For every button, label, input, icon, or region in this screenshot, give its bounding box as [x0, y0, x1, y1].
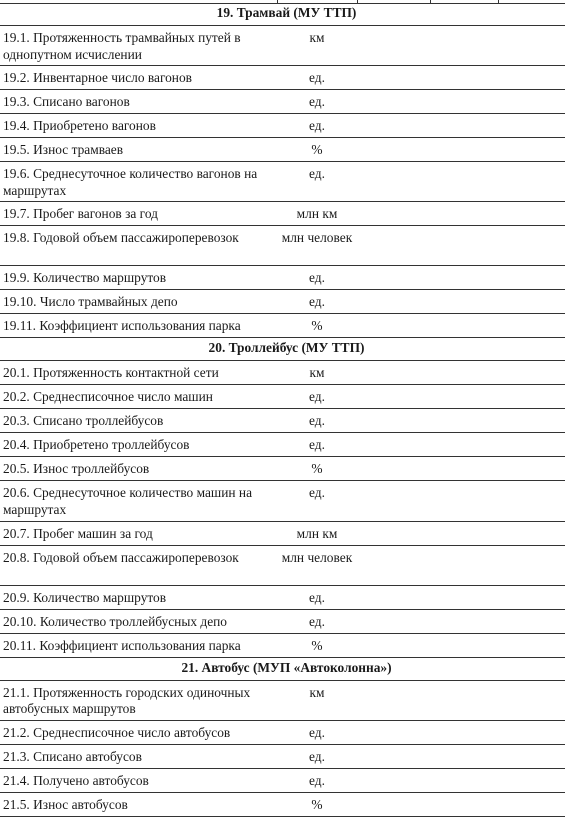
table-row [0, 226, 565, 266]
indicator-name: 20.9. Количество маршрутов [0, 585, 277, 609]
value-cell [357, 162, 565, 202]
indicator-unit: ед. [277, 744, 357, 768]
section-header-row [0, 338, 565, 361]
indicator-unit: ед. [277, 114, 357, 138]
indicator-name: 20.7. Пробег машин за год [0, 521, 277, 545]
indicator-unit: ед. [277, 585, 357, 609]
value-cell [357, 361, 565, 385]
indicator-unit: ед. [277, 266, 357, 290]
table-row [0, 114, 565, 138]
indicator-unit: ед. [277, 768, 357, 792]
table-row [0, 680, 565, 720]
value-cell [357, 114, 565, 138]
table-row [0, 26, 565, 66]
value-cell [357, 521, 565, 545]
indicator-name: 20.1. Протяженность контактной сети [0, 361, 277, 385]
value-cell [357, 585, 565, 609]
indicator-name: 21.3. Списано автобусов [0, 744, 277, 768]
value-cell [357, 202, 565, 226]
indicator-unit: ед. [277, 385, 357, 409]
table-row [0, 66, 565, 90]
table-row [0, 162, 565, 202]
indicator-name: 20.6. Среднесуточное количество машин на маршрутах [0, 481, 277, 521]
indicator-name: 19.7. Пробег вагонов за год [0, 202, 277, 226]
indicator-unit: ед. [277, 720, 357, 744]
indicator-name: 19.2. Инвентарное число вагонов [0, 66, 277, 90]
table-row [0, 768, 565, 792]
table-row [0, 457, 565, 481]
table-row [0, 633, 565, 657]
table-row [0, 433, 565, 457]
table-row [0, 314, 565, 338]
indicator-name: 20.8. Годовой объем пассажироперевозок [0, 545, 277, 585]
table-row [0, 481, 565, 521]
indicator-unit: ед. [277, 433, 357, 457]
table-row [0, 266, 565, 290]
table-row [0, 521, 565, 545]
value-cell [357, 792, 565, 816]
indicator-name: 21.2. Среднесписочное число автобусов [0, 720, 277, 744]
indicator-name: 20.4. Приобретено троллейбусов [0, 433, 277, 457]
indicator-name: 19.8. Годовой объем пассажироперевозок [0, 226, 277, 266]
indicator-name: 20.2. Среднесписочное число машин [0, 385, 277, 409]
indicator-name: 21.5. Износ автобусов [0, 792, 277, 816]
indicator-unit: ед. [277, 481, 357, 521]
table-row [0, 361, 565, 385]
section-title: 19. Трамвай (МУ ТТП) [0, 3, 565, 26]
indicator-unit: км [277, 680, 357, 720]
indicator-unit: млн человек [277, 226, 357, 266]
indicator-unit: млн км [277, 202, 357, 226]
indicator-unit: км [277, 361, 357, 385]
value-cell [357, 768, 565, 792]
indicator-unit: % [277, 792, 357, 816]
value-cell [357, 409, 565, 433]
indicator-name: 20.3. Списано троллейбусов [0, 409, 277, 433]
indicator-name: 20.5. Износ троллейбусов [0, 457, 277, 481]
value-cell [357, 226, 565, 266]
table-row [0, 792, 565, 816]
value-cell [357, 720, 565, 744]
value-cell [357, 266, 565, 290]
value-cell [357, 457, 565, 481]
value-cell [357, 481, 565, 521]
table-row [0, 202, 565, 226]
indicator-unit: % [277, 457, 357, 481]
value-cell [357, 433, 565, 457]
value-cell [357, 680, 565, 720]
table-row [0, 585, 565, 609]
indicator-unit: ед. [277, 290, 357, 314]
indicator-name: 19.9. Количество маршрутов [0, 266, 277, 290]
section-header-row [0, 3, 565, 26]
value-cell [357, 314, 565, 338]
indicator-name: 19.3. Списано вагонов [0, 90, 277, 114]
table-row [0, 720, 565, 744]
indicator-unit: ед. [277, 162, 357, 202]
value-cell [357, 138, 565, 162]
indicator-unit: млн человек [277, 545, 357, 585]
indicator-name: 20.10. Количество троллейбусных депо [0, 609, 277, 633]
indicator-unit: млн км [277, 521, 357, 545]
value-cell [357, 744, 565, 768]
value-cell [357, 545, 565, 585]
table-row [0, 545, 565, 585]
indicator-unit: ед. [277, 90, 357, 114]
indicator-name: 21.1. Протяженность городских одиночных автобусных маршрутов [0, 680, 277, 720]
indicator-unit: % [277, 138, 357, 162]
indicator-unit: ед. [277, 409, 357, 433]
indicator-unit: % [277, 633, 357, 657]
value-cell [357, 290, 565, 314]
indicator-name: 21.4. Получено автобусов [0, 768, 277, 792]
table-row [0, 290, 565, 314]
table-row [0, 609, 565, 633]
indicator-unit: ед. [277, 66, 357, 90]
indicator-name: 19.10. Число трамвайных депо [0, 290, 277, 314]
table-row [0, 409, 565, 433]
table-row [0, 138, 565, 162]
indicators-table [0, 3, 565, 817]
indicators-table-body [0, 3, 565, 816]
indicator-name: 19.11. Коэффициент использования парка [0, 314, 277, 338]
indicator-unit: ед. [277, 609, 357, 633]
indicator-name: 19.5. Износ трамваев [0, 138, 277, 162]
table-row [0, 385, 565, 409]
indicator-name: 19.6. Среднесуточное количество вагонов на маршрутах [0, 162, 277, 202]
value-cell [357, 26, 565, 66]
indicator-unit: % [277, 314, 357, 338]
section-title: 21. Автобус (МУП «Автоколонна») [0, 657, 565, 680]
section-header-row [0, 657, 565, 680]
indicator-name: 19.1. Протяженность трамвайных путей в однопутном исчислении [0, 26, 277, 66]
value-cell [357, 633, 565, 657]
value-cell [357, 66, 565, 90]
table-row [0, 744, 565, 768]
value-cell [357, 609, 565, 633]
section-title: 20. Троллейбус (МУ ТТП) [0, 338, 565, 361]
table-row [0, 90, 565, 114]
indicator-unit: км [277, 26, 357, 66]
value-cell [357, 385, 565, 409]
value-cell [357, 90, 565, 114]
indicator-name: 20.11. Коэффициент использования парка [0, 633, 277, 657]
indicator-name: 19.4. Приобретено вагонов [0, 114, 277, 138]
